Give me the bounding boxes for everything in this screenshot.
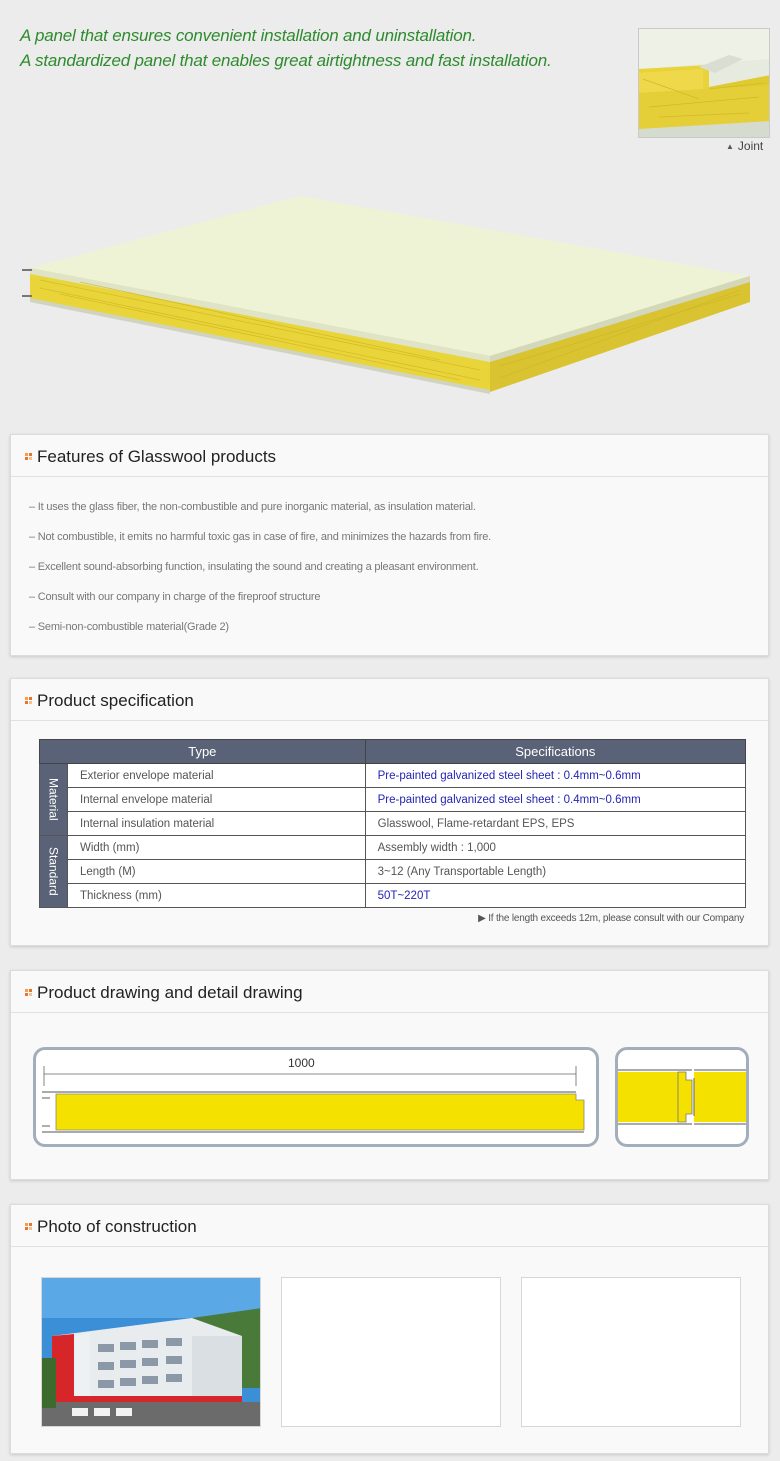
features-card: [10, 434, 769, 656]
row-type: Internal insulation material: [68, 812, 366, 836]
photo-card: [10, 1204, 769, 1454]
feature-item: – Consult with our company in charge of the fireproof structure: [29, 591, 321, 603]
header-spec: Specifications: [365, 740, 745, 764]
table-row: [40, 884, 746, 908]
feature-item: – Not combustible, it emits no harmful toxic gas in case of fire, and minimizes the hazards from fire.: [29, 531, 491, 543]
intro-section: [0, 0, 780, 430]
triangle-up-icon: ▲: [726, 142, 734, 151]
drawing-header: [11, 971, 768, 1013]
row-type: Width (mm): [68, 836, 366, 860]
intro-line-1: A panel that ensures convenient installation and uninstallation.: [20, 26, 477, 45]
row-value: 50T~220T: [365, 884, 745, 908]
joint-detail-drawing: [615, 1047, 749, 1147]
square-bullet-icon: [25, 1223, 32, 1230]
photo-title: Photo of construction: [37, 1217, 197, 1236]
table-header-row: [40, 740, 746, 764]
table-row: [40, 764, 746, 788]
drawing-title: Product drawing and detail drawing: [37, 983, 303, 1002]
joint-image: [638, 28, 770, 138]
feature-item: – Semi-non-combustible material(Grade 2): [29, 621, 229, 633]
square-bullet-icon: [25, 697, 32, 704]
construction-photo[interactable]: [41, 1277, 261, 1427]
row-value: Pre-painted galvanized steel sheet : 0.4mm~0.6mm: [365, 788, 745, 812]
row-type: Length (M): [68, 860, 366, 884]
row-value: Pre-painted galvanized steel sheet : 0.4mm~0.6mm: [365, 764, 745, 788]
spec-table: [39, 739, 746, 908]
features-header: [11, 435, 768, 477]
table-row: [40, 860, 746, 884]
feature-item: – It uses the glass fiber, the non-combustible and pure inorganic material, as insulation material.: [29, 501, 476, 513]
photo-header: [11, 1205, 768, 1247]
spec-header: [11, 679, 768, 721]
construction-photo-placeholder: [281, 1277, 501, 1427]
header-type: Type: [40, 740, 366, 764]
panel-drawing: [33, 1047, 599, 1147]
spec-note: ▶ If the length exceeds 12m, please consult with our Company: [478, 913, 744, 924]
row-type: Exterior envelope material: [68, 764, 366, 788]
dimension-label: 1000: [288, 1056, 315, 1070]
row-type: Thickness (mm): [68, 884, 366, 908]
spec-card: [10, 678, 769, 946]
square-bullet-icon: [25, 989, 32, 996]
feature-item: – Excellent sound-absorbing function, insulating the sound and creating a pleasant environment.: [29, 561, 479, 573]
group-material: Material: [40, 764, 68, 836]
table-row: [40, 788, 746, 812]
panel-image: [20, 190, 760, 400]
group-standard: Standard: [40, 836, 68, 908]
square-bullet-icon: [25, 453, 32, 460]
spec-title: Product specification: [37, 691, 194, 710]
intro-line-2: A standardized panel that enables great airtightness and fast installation.: [20, 51, 552, 70]
row-type: Internal envelope material: [68, 788, 366, 812]
construction-photo-placeholder: [521, 1277, 741, 1427]
table-row: [40, 812, 746, 836]
joint-caption: [726, 139, 763, 153]
features-title: Features of Glasswool products: [37, 447, 277, 466]
table-row: [40, 836, 746, 860]
joint-caption-text: Joint: [737, 139, 764, 153]
drawing-card: [10, 970, 769, 1180]
row-value: 3~12 (Any Transportable Length): [365, 860, 745, 884]
row-value: Assembly width : 1,000: [365, 836, 745, 860]
row-value: Glasswool, Flame-retardant EPS, EPS: [365, 812, 745, 836]
